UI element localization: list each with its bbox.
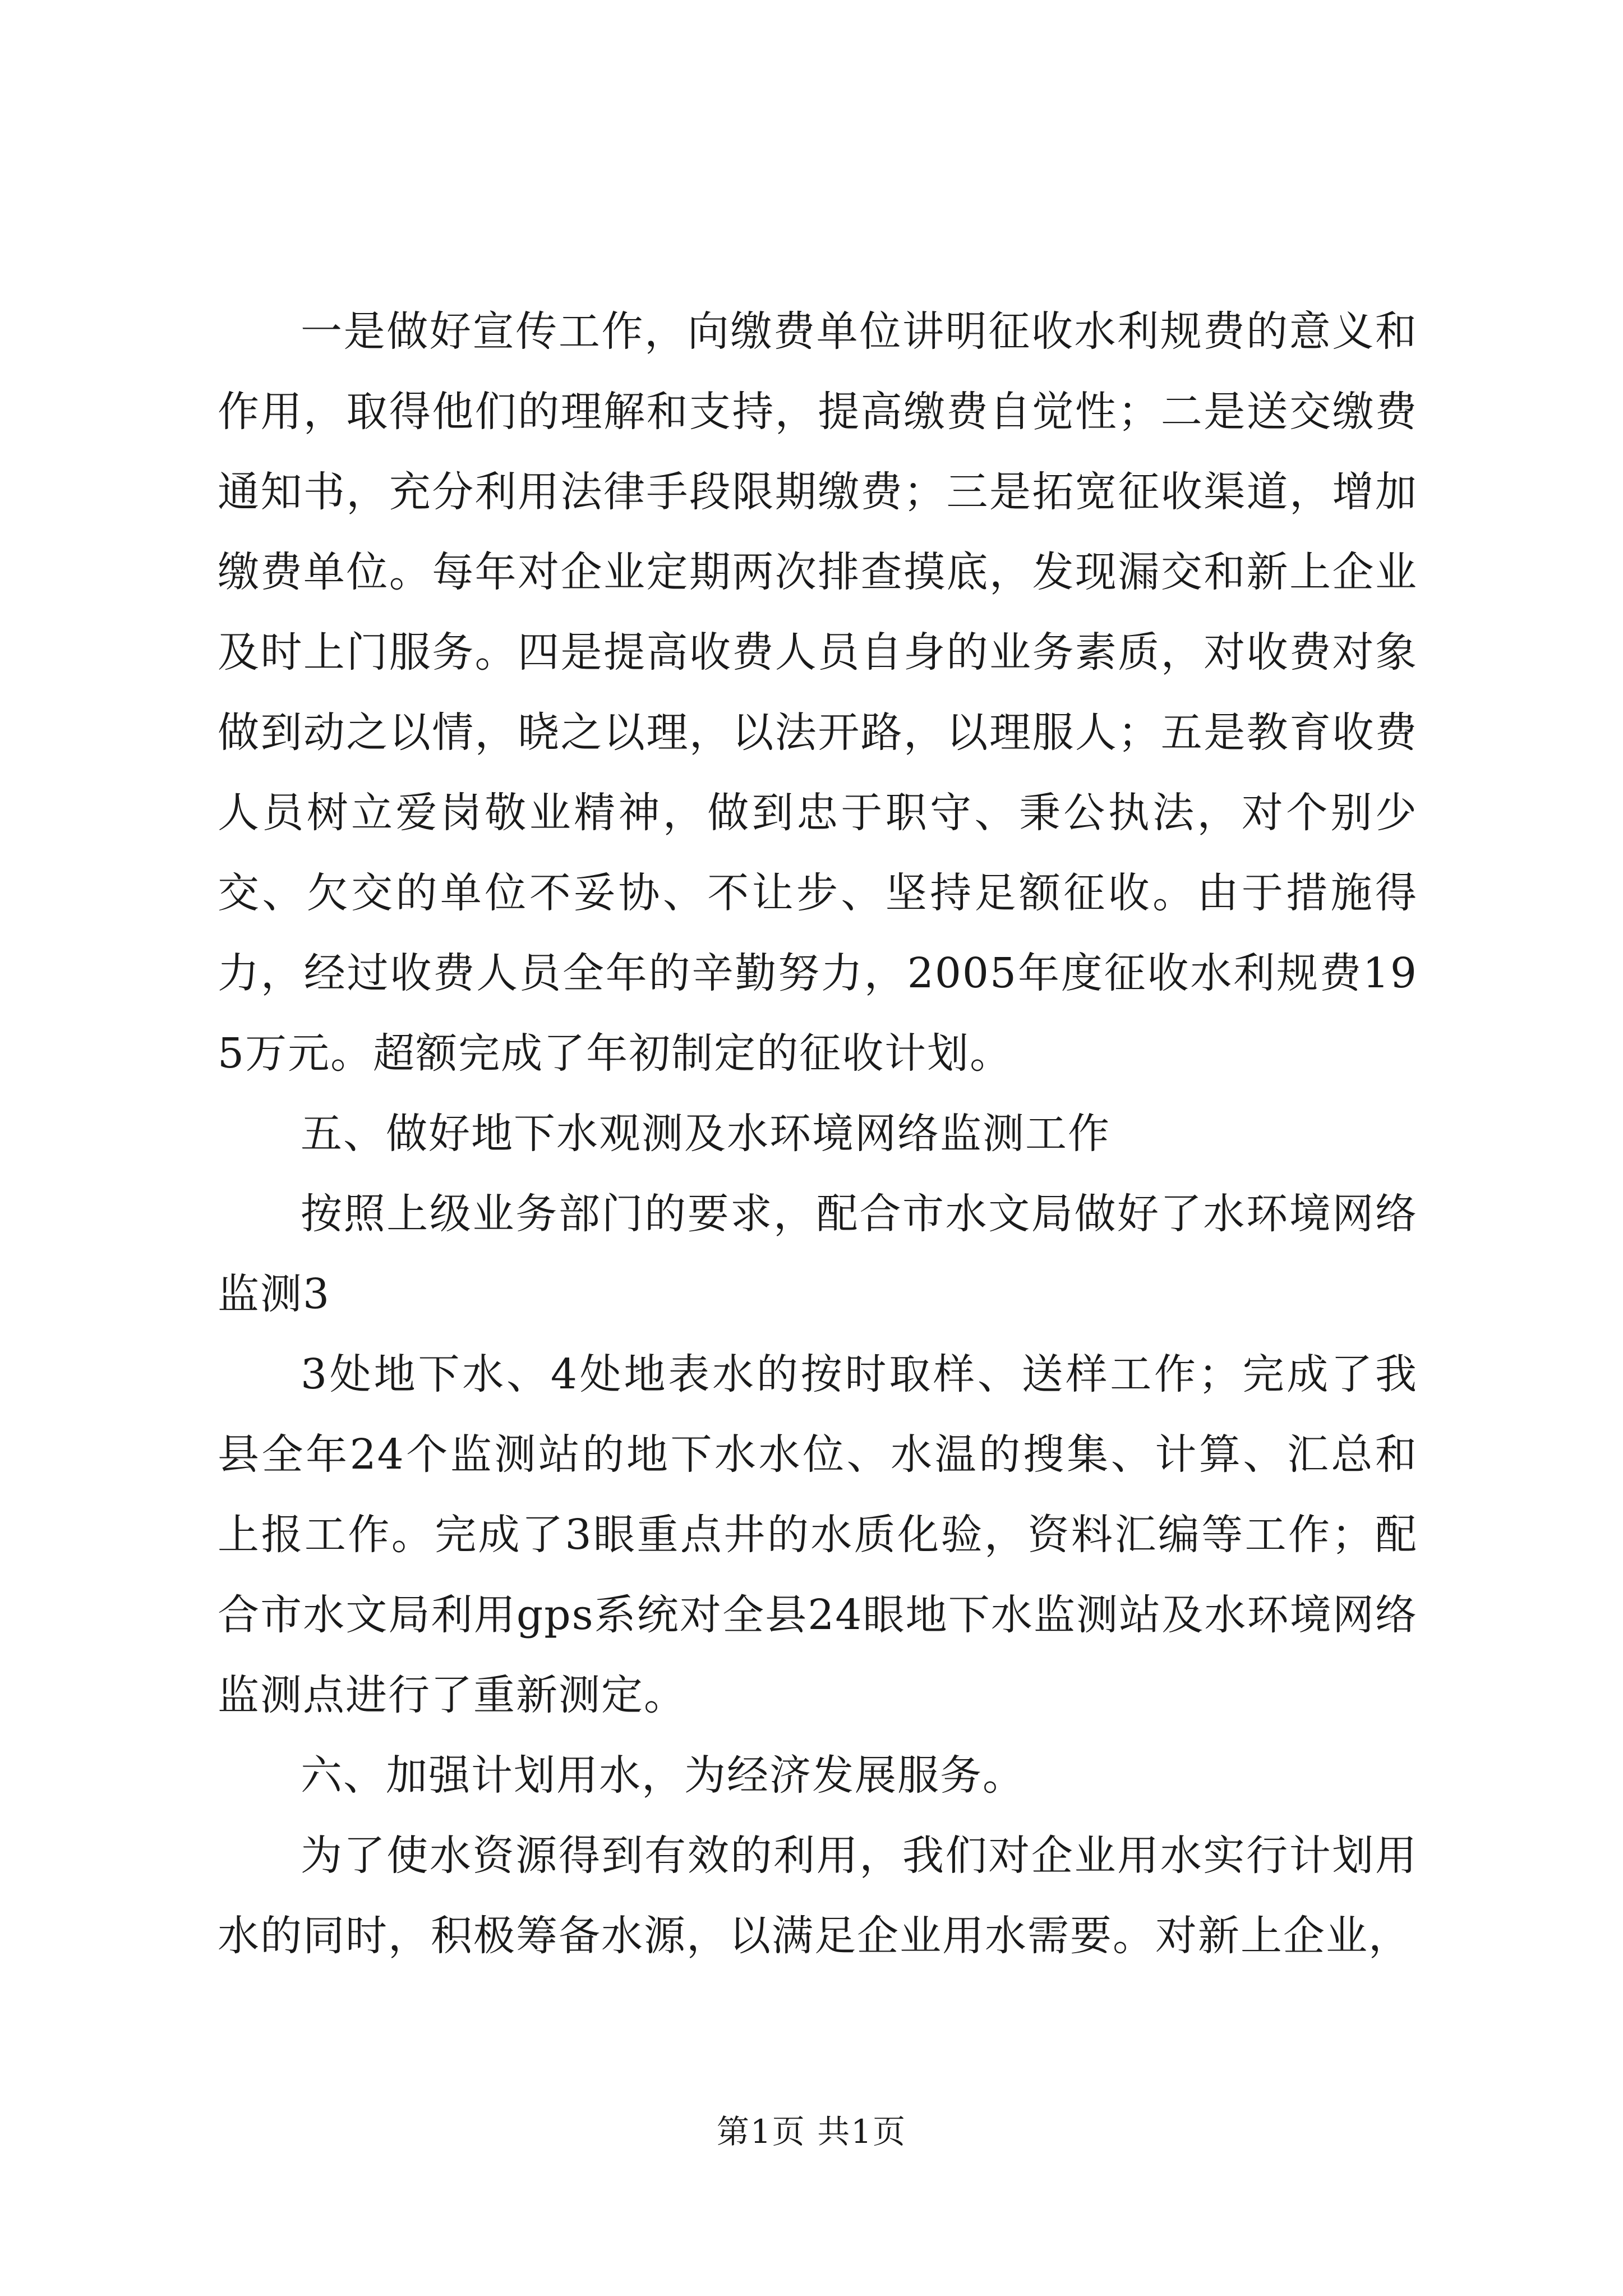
paragraph-fee-collection-measures: 一是做好宣传工作，向缴费单位讲明征收水利规费的意义和作用，取得他们的理解和支持，提高缴费自觉性；二是送交缴费通知书，充分利用法律手段限期缴费；三是拓宽征收渠道，增加缴费单位。每年对企业定期两次排查摸底，发现漏交和新上企业及时上门服务。四是提高收费人员自身的业务素质，对收费对象做到动之以情，晓之以理，以法开路，以理服人；五是教育收费人员树立爱岗敬业精神，做到忠于职守、秉公执法，对个别少交、欠交的单位不妥协、不让步、坚持足额征收。由于措施得力，经过收费人员全年的辛勤努力，2005年度征收水利规费195万元。超额完成了年初制定的征收计划。 xyxy=(218,307,1418,1078)
section-heading-groundwater-monitoring: 五、做好地下水观测及水环境网络监测工作 xyxy=(301,1110,1110,1158)
section-heading-planned-water-use: 六、加强计划用水，为经济发展服务。 xyxy=(301,1751,1025,1800)
page-footer: 第1页 共1页 xyxy=(716,2113,907,2151)
paragraph-monitoring-intro: 按照上级业务部门的要求，配合市水文局做好了水环境网络监测3 xyxy=(218,1190,1418,1318)
paragraph-planned-water-use: 为了使水资源得到有效的利用，我们对企业用水实行计划用水的同时，积极筹备水源，以满足企业用水需要。对新上企业， xyxy=(218,1832,1418,1960)
document-body xyxy=(218,292,1418,1976)
paragraph-monitoring-details: 3处地下水、4处地表水的按时取样、送样工作；完成了我县全年24个监测站的地下水水位、水温的搜集、计算、汇总和上报工作。完成了3眼重点井的水质化验，资料汇编等工作；配合市水文局利用gps系统对全县24眼地下水监测站及水环境网络监测点进行了重新测定。 xyxy=(218,1350,1418,1719)
